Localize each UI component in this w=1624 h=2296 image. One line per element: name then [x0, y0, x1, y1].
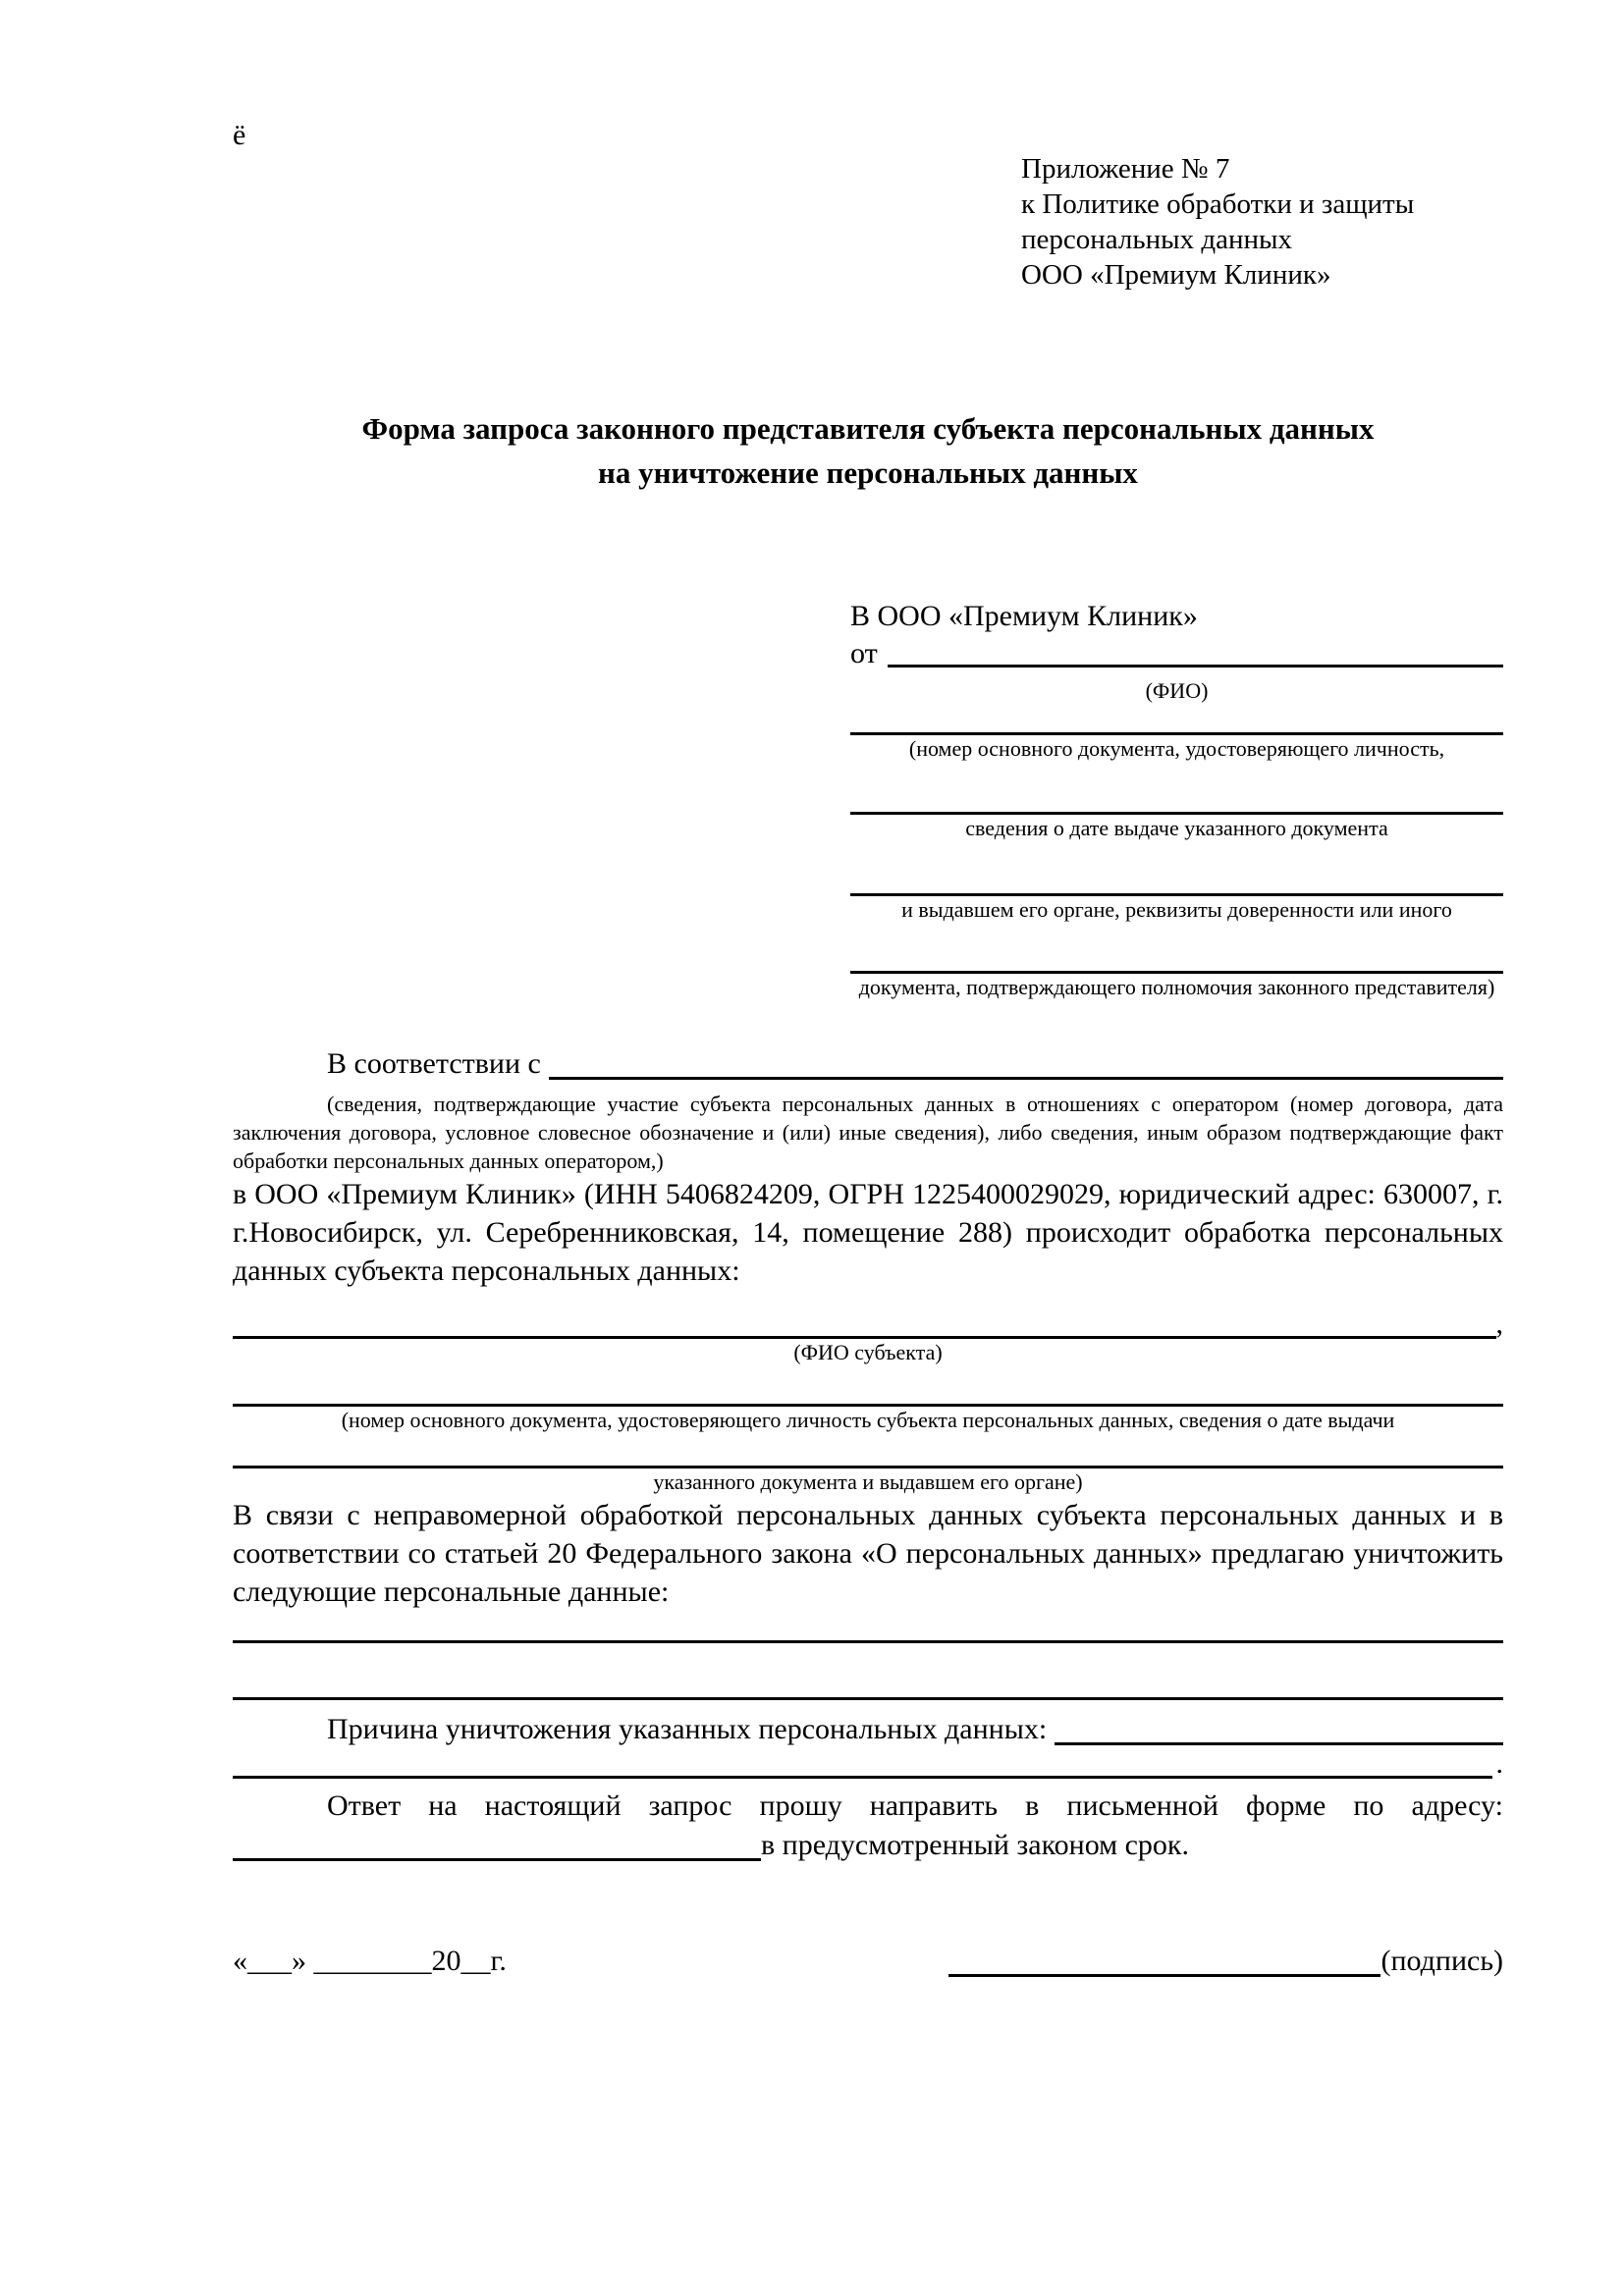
- blank-field-line: [549, 1077, 1503, 1080]
- reply-address-line: [233, 1826, 1503, 1865]
- signature-caption: (подпись): [1380, 1945, 1503, 1977]
- page-title-line: Форма запроса законного представителя субъекта персональных данных: [361, 411, 1375, 446]
- blank-field-line: [1055, 1742, 1503, 1745]
- field-caption: (номер основного документа, удостоверяющего личность,: [908, 736, 1445, 761]
- blank-field-line: [233, 1754, 1492, 1779]
- field-caption: документа, подтверждающего полномочия законного представителя): [858, 975, 1495, 999]
- signature-row: [233, 1942, 1503, 1981]
- in-accordance-line: [233, 1044, 1503, 1084]
- blank-field-line: [850, 705, 1503, 735]
- page-title: [233, 406, 1503, 495]
- accordance-footnote: (сведения, подтверждающие участие субъекта персональных данных в отношениях с оператором (номер договора, дата заключения договора, условное словесное обозначение и (или) иные сведения), либо сведения, иным образом подтверждающие факт обработки персональных данных оператором,): [233, 1092, 1503, 1173]
- field-caption: и выдавшем его органе, реквизиты доверенности или иного: [901, 897, 1452, 922]
- blank-field-line: [233, 1378, 1503, 1407]
- blank-field-line: [233, 1643, 1503, 1700]
- field-caption: (номер основного документа, удостоверяющего личность субъекта персональных данных, сведения о дате выдачи: [341, 1408, 1395, 1432]
- appendix-line: ООО «Премиум Клиник»: [1021, 259, 1331, 291]
- reply-tail-text: в предусмотренный законом срок.: [761, 1829, 1189, 1861]
- field-caption-fio: (ФИО): [1145, 678, 1209, 703]
- from-label: от: [850, 637, 878, 669]
- appendix-line: Приложение № 7: [1021, 153, 1230, 185]
- blank-field-line: [948, 1974, 1380, 1977]
- reason-label: Причина уничтожения указанных персональных данных:: [327, 1713, 1048, 1745]
- stray-character: ё: [233, 119, 246, 151]
- date-line: «___» ________20__г.: [233, 1945, 507, 1977]
- field-caption: сведения о дате выдаче указанного документа: [965, 816, 1388, 840]
- blank-field-line: [850, 866, 1503, 896]
- blank-field-line: [233, 1310, 1496, 1339]
- blank-field-line: [850, 943, 1503, 974]
- blank-field-line: [233, 1613, 1503, 1643]
- addressee-to: В ООО «Премиум Клиник»: [850, 600, 1198, 632]
- blank-field-line: [888, 665, 1503, 667]
- reply-paragraph: Ответ на настоящий запрос прошу направить в письменной форме по адресу:: [327, 1789, 1503, 1822]
- addressee-block: [850, 597, 1503, 1001]
- in-accordance-label: В соответствии с: [327, 1047, 541, 1080]
- reason-continuation-line: [233, 1749, 1503, 1779]
- from-line: [850, 636, 1503, 671]
- appendix-header: [1021, 151, 1503, 293]
- field-caption: указанного документа и выдавшем его органе): [653, 1469, 1083, 1494]
- trailing-comma: ,: [1495, 1308, 1503, 1340]
- operator-paragraph: в ООО «Премиум Клиник» (ИНН 5406824209, ОГРН 1225400029029, юридический адрес: 630007, г. г.Новосибирск, ул. Серебренниковская, 14, помещение 288) происходит обработка персональных данных субъекта персональных данных:: [233, 1178, 1503, 1287]
- trailing-period: .: [1495, 1747, 1503, 1780]
- reason-line: [233, 1710, 1503, 1749]
- subject-fio-line: [233, 1309, 1503, 1339]
- blank-field-line: [233, 1858, 761, 1861]
- blank-field-line: [850, 784, 1503, 815]
- unlawful-processing-paragraph: В связи с неправомерной обработкой персональных данных субъекта персональных данных и в соответствии со статьей 20 Федерального закона «О персональных данных» предлагаю уничтожить следующие персональные данные:: [233, 1499, 1503, 1608]
- signature-block: [948, 1942, 1503, 1981]
- blank-field-line: [233, 1440, 1503, 1468]
- appendix-line: к Политике обработки и защиты: [1021, 188, 1415, 220]
- appendix-line: персональных данных: [1021, 224, 1293, 255]
- field-caption-subject-fio: (ФИО субъекта): [793, 1340, 943, 1364]
- page-title-line: на уничтожение персональных данных: [598, 455, 1138, 490]
